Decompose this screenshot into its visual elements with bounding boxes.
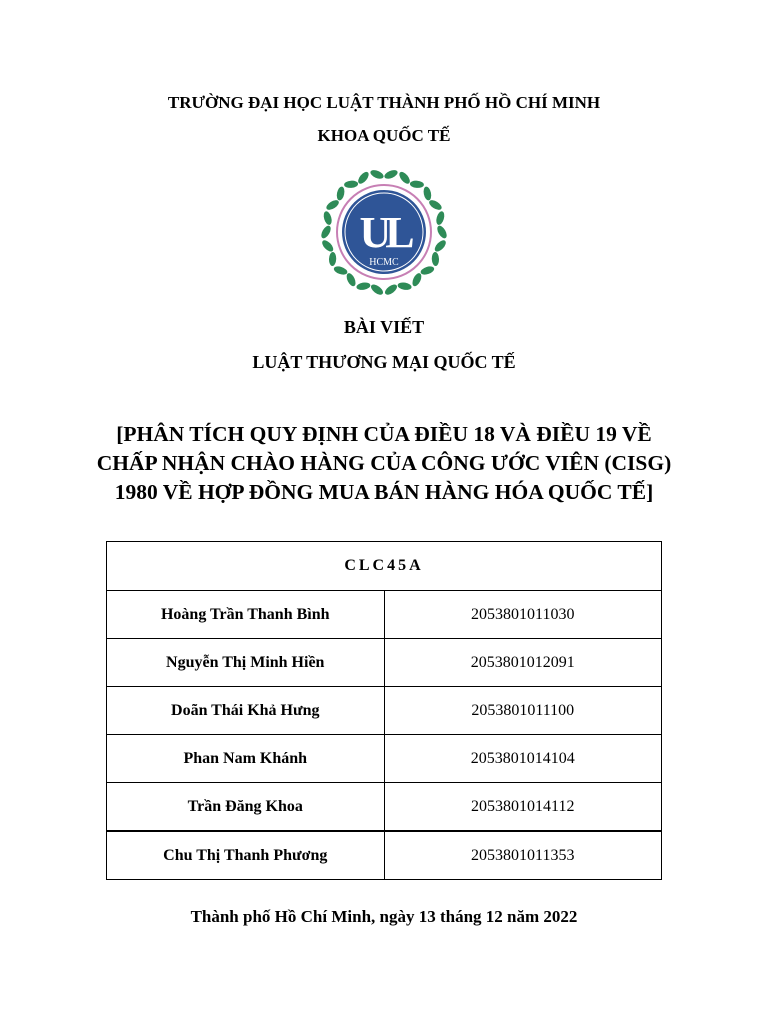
table-row bbox=[107, 783, 662, 832]
leaf-icon bbox=[411, 272, 424, 288]
leaf-icon bbox=[344, 180, 359, 188]
leaf-icon bbox=[422, 186, 432, 201]
student-id: 2053801014112 bbox=[384, 783, 662, 832]
leaf-icon bbox=[428, 198, 444, 212]
leaf-icon bbox=[369, 168, 385, 180]
leaf-icon bbox=[420, 265, 436, 276]
member-name: Phan Nam Khánh bbox=[107, 735, 385, 783]
leaf-icon bbox=[356, 282, 371, 291]
document-type: BÀI VIẾT bbox=[343, 317, 425, 337]
logo-initials: UL bbox=[359, 208, 409, 257]
leaf-icon bbox=[333, 265, 349, 276]
leaf-icon bbox=[435, 224, 448, 240]
topic-title-line-2: CHẤP NHẬN CHÀO HÀNG CỦA CÔNG ƯỚC VIÊN (CISG) bbox=[96, 451, 672, 475]
table-row bbox=[107, 591, 662, 639]
table-row bbox=[107, 735, 662, 783]
topic-title-line-1: [PHÂN TÍCH QUY ĐỊNH CỦA ĐIỀU 18 VÀ ĐIỀU 19 VỀ bbox=[116, 422, 652, 446]
student-id: 2053801011353 bbox=[384, 831, 662, 880]
leaf-icon bbox=[345, 272, 358, 288]
leaf-icon bbox=[397, 282, 412, 291]
logo-city: HCMC bbox=[369, 257, 399, 268]
table-row bbox=[107, 639, 662, 687]
member-name: Hoàng Trần Thanh Bình bbox=[107, 591, 385, 639]
leaf-icon bbox=[322, 210, 333, 225]
member-name: Trần Đăng Khoa bbox=[107, 783, 385, 832]
student-id: 2053801012091 bbox=[384, 639, 662, 687]
university-name: TRƯỜNG ĐẠI HỌC LUẬT THÀNH PHỐ HỒ CHÍ MINH bbox=[167, 93, 601, 112]
leaf-icon bbox=[369, 283, 385, 297]
leaf-icon bbox=[320, 238, 335, 253]
table-row bbox=[107, 687, 662, 735]
place-and-date: Thành phố Hồ Chí Minh, ngày 13 tháng 12 năm 2022 bbox=[190, 907, 578, 926]
leaf-icon bbox=[432, 252, 440, 266]
student-id: 2053801014104 bbox=[384, 735, 662, 783]
class-row bbox=[107, 542, 662, 591]
university-logo bbox=[311, 167, 457, 297]
leaf-icon bbox=[383, 168, 399, 180]
student-id: 2053801011100 bbox=[384, 687, 662, 735]
leaf-icon bbox=[383, 283, 399, 297]
faculty-name: KHOA QUỐC TẾ bbox=[317, 126, 451, 145]
student-id: 2053801011030 bbox=[384, 591, 662, 639]
leaf-icon bbox=[336, 186, 346, 201]
leaf-icon bbox=[435, 210, 446, 225]
course-subject: LUẬT THƯƠNG MẠI QUỐC TẾ bbox=[252, 352, 516, 372]
table-row bbox=[107, 831, 662, 880]
member-name: Chu Thị Thanh Phương bbox=[107, 831, 385, 880]
leaf-icon bbox=[319, 224, 332, 240]
topic-title-line-3: 1980 VỀ HỢP ĐỒNG MUA BÁN HÀNG HÓA QUỐC TẾ] bbox=[114, 480, 654, 504]
leaf-icon bbox=[397, 170, 411, 185]
leaf-icon bbox=[329, 252, 337, 266]
class-code: CLC45A bbox=[107, 542, 662, 591]
members-table bbox=[106, 541, 662, 880]
leaf-icon bbox=[356, 170, 370, 185]
member-name: Doãn Thái Khả Hưng bbox=[107, 687, 385, 735]
leaf-icon bbox=[433, 238, 448, 253]
member-name: Nguyễn Thị Minh Hiền bbox=[107, 639, 385, 687]
leaf-icon bbox=[410, 180, 425, 188]
leaf-icon bbox=[325, 198, 341, 212]
